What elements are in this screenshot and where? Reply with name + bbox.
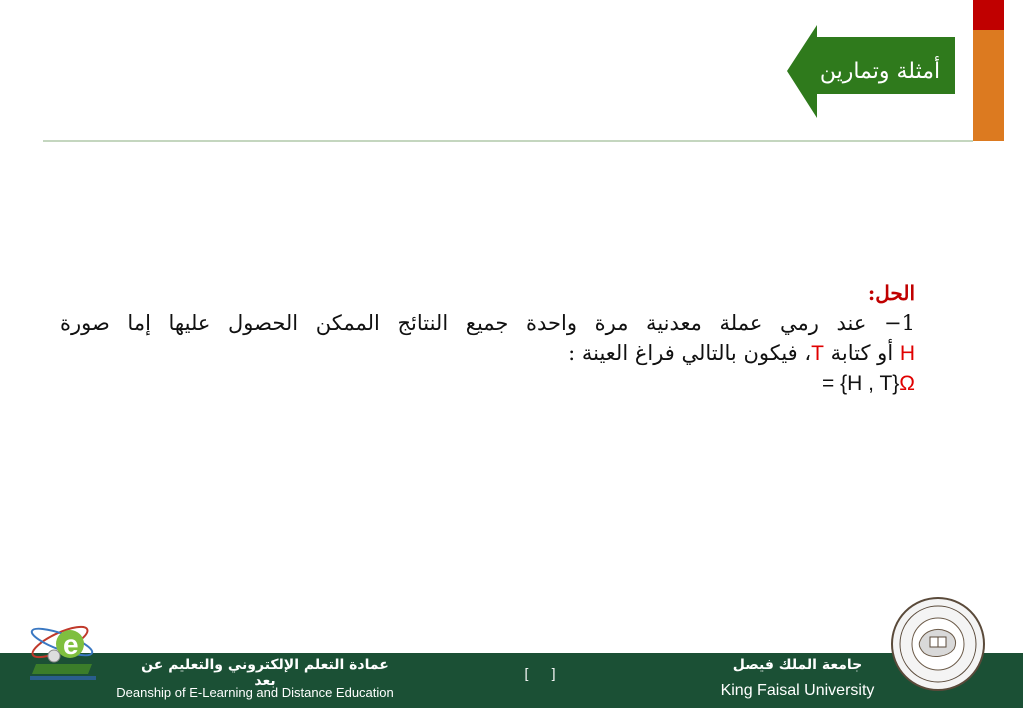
svg-text:e: e xyxy=(63,629,79,660)
solution-line-2 xyxy=(60,338,915,369)
line1-text: عند رمي عملة معدنية مرة واحدة جميع النتائج الممكن الحصول عليها إما صورة xyxy=(60,311,885,335)
tails-symbol: T xyxy=(811,342,824,365)
university-name-ar: جامعة الملك فيصل xyxy=(732,657,863,673)
line2-rest: ، فيكون بالتالي فراغ العينة : xyxy=(568,341,812,365)
slide-title: أمثلة وتمارين xyxy=(819,59,941,84)
solution-line-1 xyxy=(60,308,915,338)
deanship-name-en: Deanship of E-Learning and Distance Education xyxy=(116,685,394,700)
omega-symbol: Ω xyxy=(899,372,915,395)
deanship-name-ar: عمادة التعلم الإلكتروني والتعليم عن بعد xyxy=(141,657,389,689)
solution-label: الحل: xyxy=(867,281,915,305)
equals-sign: = xyxy=(822,372,841,395)
slide-content xyxy=(60,278,915,399)
page-number: [ ] xyxy=(524,665,556,681)
side-accent-bar-top xyxy=(973,0,1004,30)
sample-space-set: {H , T} xyxy=(840,372,900,395)
heads-symbol: H xyxy=(899,342,915,365)
university-name-en: King Faisal University xyxy=(720,682,875,699)
line2-or: أو كتابة xyxy=(823,341,900,365)
item-number: 1− xyxy=(884,311,915,335)
kfu-seal-icon xyxy=(888,597,988,692)
elearning-logo-icon xyxy=(22,612,107,687)
sample-space-line xyxy=(60,369,915,399)
header-divider xyxy=(43,140,973,142)
